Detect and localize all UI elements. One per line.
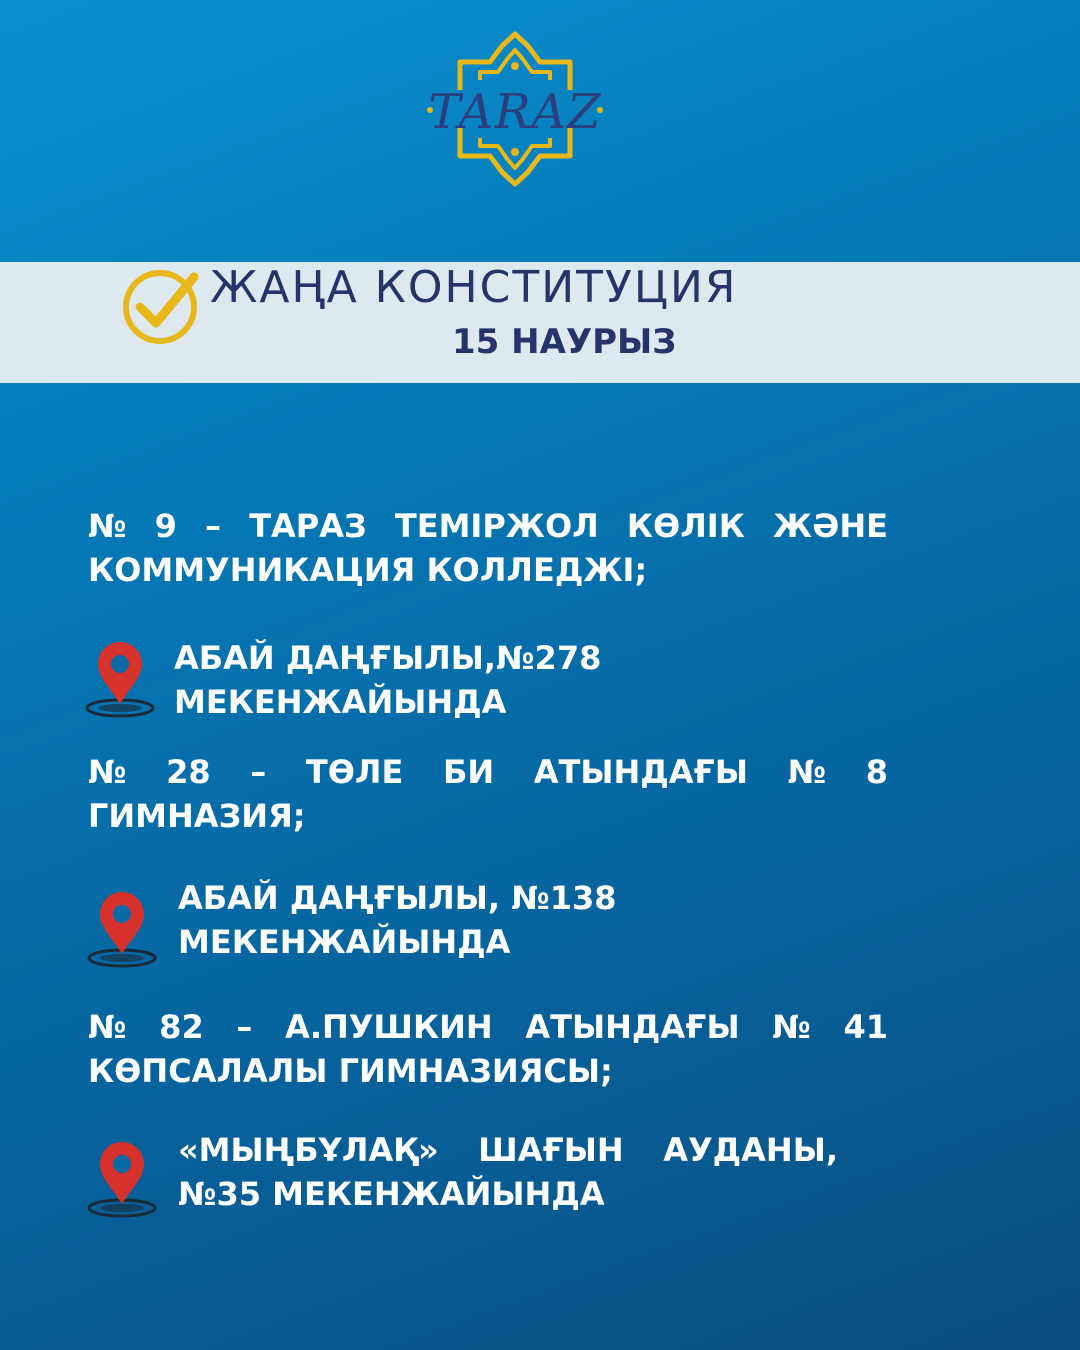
check-circle-icon (120, 265, 204, 349)
station-address: АБАЙ ДАҢҒЫЛЫ,№278 МЕКЕНЖАЙЫНДА (174, 639, 602, 721)
location-pin-icon (86, 1138, 158, 1220)
station-heading (88, 1005, 888, 1093)
banner-date: 15 НАУРЫЗ (452, 322, 677, 362)
taraz-logo-icon (420, 28, 610, 188)
station-heading-line2: КОММУНИКАЦИЯ КОЛЛЕДЖІ; (88, 551, 648, 589)
station-heading-line2: КӨПСАЛАЛЫ ГИМНАЗИЯСЫ; (88, 1052, 613, 1090)
station-heading-line1: № 28 – ТӨЛЕ БИ АТЫНДАҒЫ № 8 (88, 753, 888, 791)
station-heading-line1: № 9 – ТАРАЗ ТЕМІРЖОЛ КӨЛІК ЖӘНЕ (88, 507, 888, 545)
station-heading-line2: ГИМНАЗИЯ; (88, 797, 306, 835)
station-address: АБАЙ ДАҢҒЫЛЫ, №138 МЕКЕНЖАЙЫНДА (178, 879, 617, 961)
station-heading (88, 750, 888, 838)
station-heading (88, 504, 888, 592)
location-pin-icon (84, 638, 156, 720)
location-pin-icon (86, 888, 158, 970)
taraz-logo (420, 28, 610, 188)
station-address: «МЫҢБҰЛАҚ» ШАҒЫН АУДАНЫ, №35 МЕКЕНЖАЙЫНДА (178, 1131, 838, 1213)
banner-title: ЖАҢА КОНСТИТУЦИЯ (210, 262, 738, 313)
station-heading-line1: № 82 – А.ПУШКИН АТЫНДАҒЫ № 41 (88, 1008, 888, 1046)
svg-text:TARAZ: TARAZ (428, 84, 602, 140)
